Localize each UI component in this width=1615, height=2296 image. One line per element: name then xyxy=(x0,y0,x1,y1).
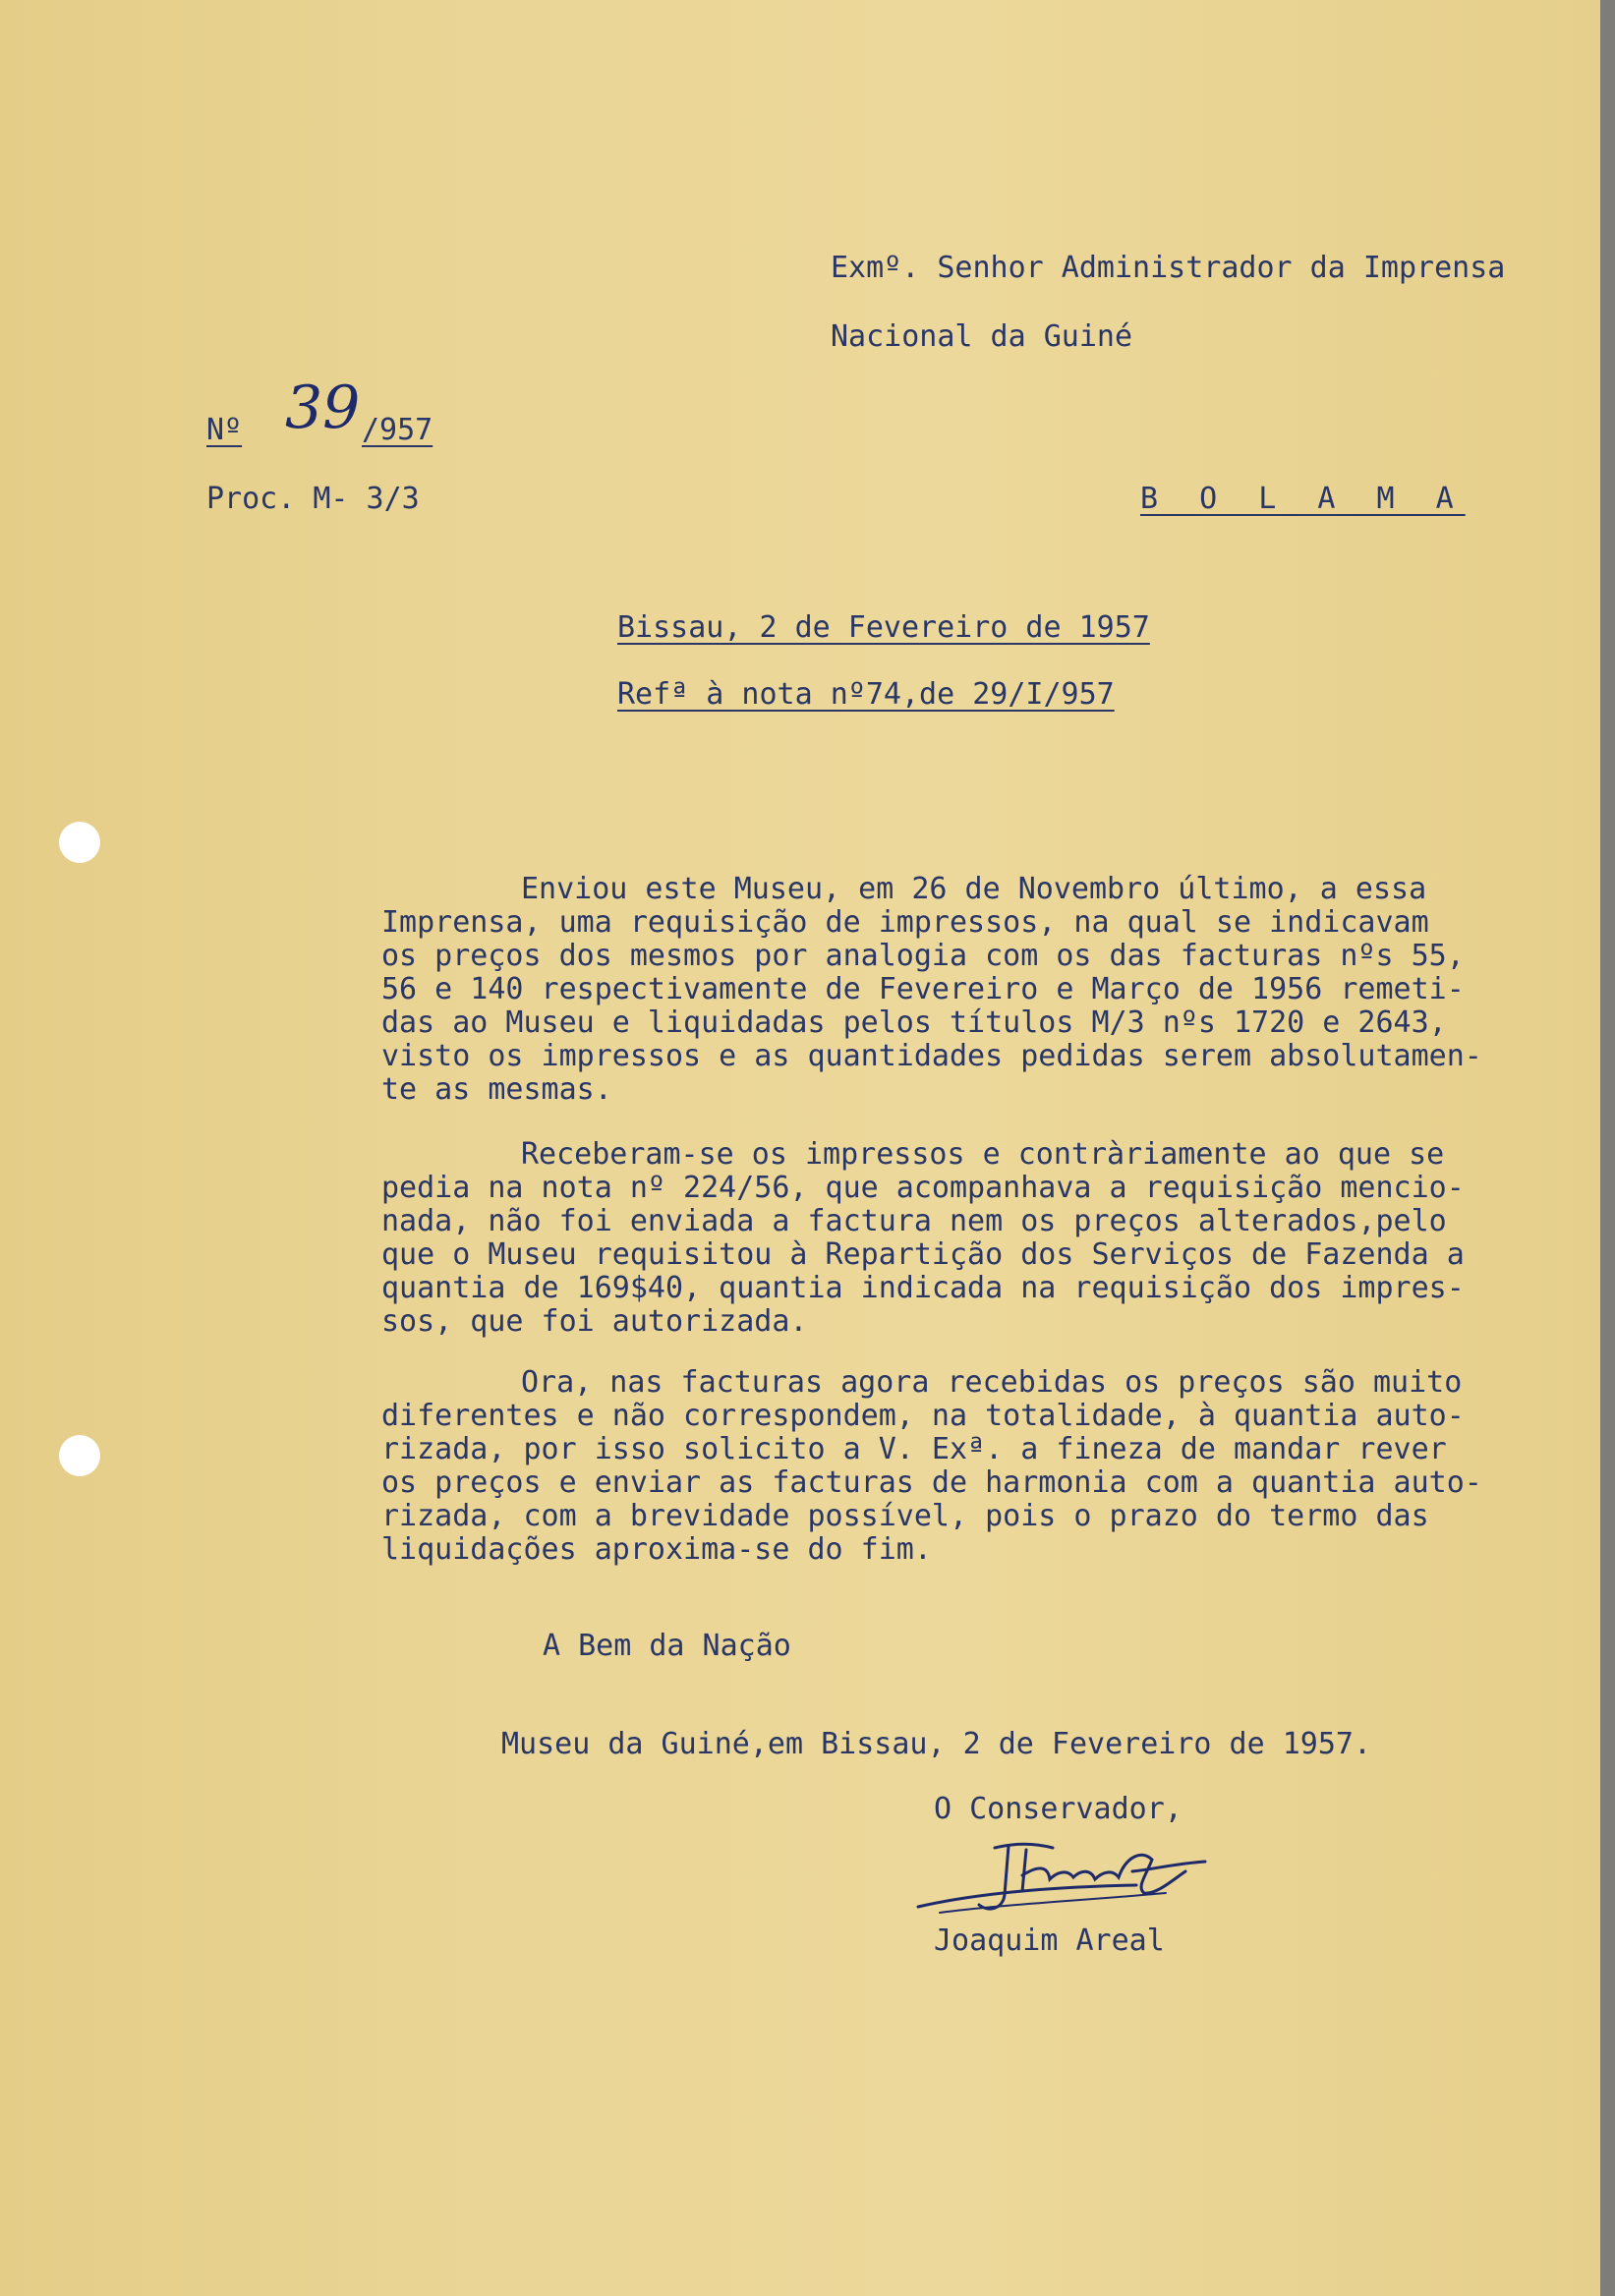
closing-salutation: A Bem da Nação xyxy=(543,1629,791,1663)
handwritten-signature xyxy=(910,1836,1225,1924)
paragraph-line: os preços dos mesmos por analogia com os das facturas nºs 55, xyxy=(381,939,1465,973)
paragraph-line: sos, que foi autorizada. xyxy=(381,1304,808,1339)
recipient-line-2: Nacional da Guiné xyxy=(831,319,1133,354)
paragraph-line: Receberam-se os impressos e contràriamente ao que se xyxy=(521,1137,1445,1172)
page-edge-shadow xyxy=(1600,0,1615,2296)
paragraph-line: te as mesmas. xyxy=(381,1072,612,1107)
paragraph-line: que o Museu requisitou à Repartição dos Serviços de Fazenda a xyxy=(381,1237,1465,1272)
reference-number-handwritten: 39 xyxy=(285,373,361,442)
closing-title: O Conservador, xyxy=(934,1792,1182,1826)
paragraph-3 xyxy=(381,1366,1482,1567)
paragraph-line: das ao Museu e liquidadas pelos títulos M/3 nºs 1720 e 2643, xyxy=(381,1005,1447,1040)
paragraph-line: rizada, por isso solicito a V. Exª. a fineza de mandar rever xyxy=(381,1432,1447,1466)
paragraph-line: liquidações aproxima-se do fim. xyxy=(381,1532,932,1567)
paragraph-line: pedia na nota nº 224/56, que acompanhava a requisição mencio- xyxy=(381,1171,1465,1205)
paragraph-2 xyxy=(381,1138,1465,1339)
recipient-line-1: Exmº. Senhor Administrador da Imprensa xyxy=(831,251,1506,285)
paragraph-line: nada, não foi enviada a factura nem os preços alterados,pelo xyxy=(381,1204,1447,1238)
paragraph-line: Imprensa, uma requisição de impressos, na qual se indicavam xyxy=(381,905,1429,940)
paragraph-line: diferentes e não correspondem, na totalidade, à quantia auto- xyxy=(381,1399,1465,1433)
paragraph-line: Enviou este Museu, em 26 de Novembro último, a essa xyxy=(521,872,1427,906)
signature-name: Joaquim Areal xyxy=(934,1923,1165,1958)
recipient-city: B O L A M A xyxy=(1140,482,1466,516)
paragraph-line: quantia de 169$40, quantia indicada na requisição dos impres- xyxy=(381,1271,1465,1305)
punch-hole-top xyxy=(59,822,100,863)
punch-hole-bottom xyxy=(59,1435,100,1476)
paragraph-1 xyxy=(381,873,1482,1107)
closing-place-date: Museu da Guiné,em Bissau, 2 de Fevereiro de 1957. xyxy=(501,1727,1372,1761)
dateline-place-date: Bissau, 2 de Fevereiro de 1957 xyxy=(617,610,1150,645)
reference-number-year: /957 xyxy=(362,413,433,447)
paragraph-line: visto os impressos e as quantidades pedidas serem absolutamen- xyxy=(381,1039,1482,1073)
paragraph-line: Ora, nas facturas agora recebidas os preços são muito xyxy=(521,1365,1463,1400)
dateline-ref-note: Refª à nota nº74,de 29/I/957 xyxy=(617,677,1115,712)
reference-number-prefix: Nº xyxy=(206,413,243,447)
paragraph-line: os preços e enviar as facturas de harmonia com a quantia auto- xyxy=(381,1465,1482,1500)
paragraph-line: rizada, com a brevidade possível, pois o prazo do termo das xyxy=(381,1499,1429,1533)
process-reference: Proc. M- 3/3 xyxy=(206,482,420,516)
paragraph-line: 56 e 140 respectivamente de Fevereiro e Março de 1956 remeti- xyxy=(381,972,1465,1006)
